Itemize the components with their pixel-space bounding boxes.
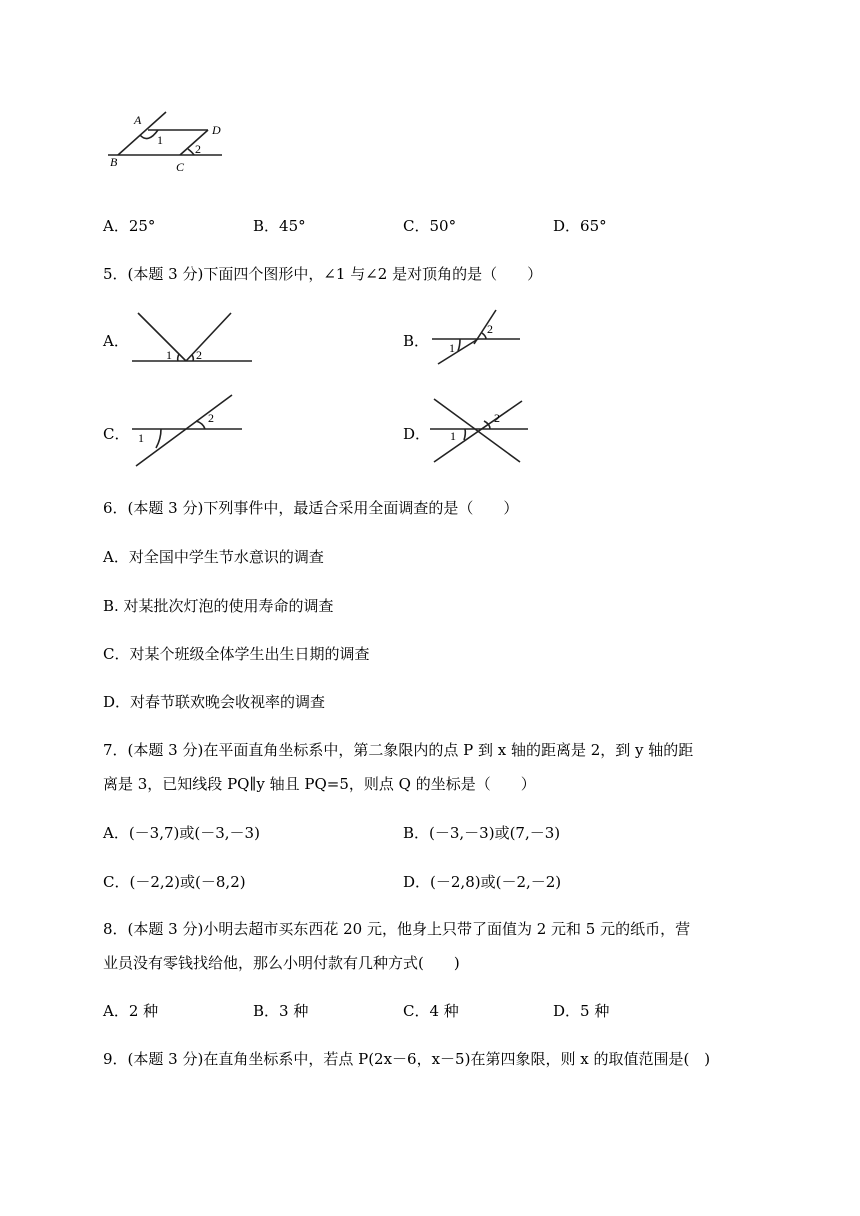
q4-label-a: A <box>134 113 142 127</box>
q5a-label-1: 1 <box>166 348 172 362</box>
q4-label-1: 1 <box>157 133 163 147</box>
q4-option-d[interactable]: D．65° <box>553 217 607 235</box>
q4-label-2: 2 <box>195 142 201 156</box>
q5-option-a-letter[interactable]: A． <box>103 332 129 350</box>
q8-option-d[interactable]: D．5 种 <box>553 1002 610 1020</box>
q6-option-d[interactable]: D．对春节联欢晚会收视率的调查 <box>103 693 326 711</box>
q5d-label-1: 1 <box>450 429 456 443</box>
q4-label-b: B <box>110 155 118 169</box>
q5a-right-ray <box>186 313 231 361</box>
q5-figure-a[interactable] <box>128 310 258 366</box>
q4-figure <box>104 108 234 178</box>
q4-option-c[interactable]: C．50° <box>403 217 457 235</box>
q5b-label-1: 1 <box>449 341 455 355</box>
q5b-arc-2 <box>482 333 486 339</box>
q4-line-cd <box>180 130 208 155</box>
q4-label-c: C <box>176 160 185 174</box>
q7-stem-line-2: 离是 3，已知线段 PQ∥y 轴且 PQ=5，则点 Q 的坐标是（ ） <box>103 775 536 793</box>
q4-angle-2-arc <box>188 149 194 155</box>
q5c-arc-1 <box>156 429 161 448</box>
q5-stem: 5．(本题 3 分)下面四个图形中，∠1 与∠2 是对顶角的是（ ） <box>103 265 543 283</box>
q5-option-c-letter[interactable]: C． <box>103 425 130 443</box>
q5c-label-1: 1 <box>138 431 144 445</box>
q7-option-a[interactable]: A．(－3,7)或(－3,－3) <box>103 824 260 842</box>
q7-stem-line-1: 7．(本题 3 分)在平面直角坐标系中，第二象限内的点 P 到 x 轴的距离是 2，到 y 轴的距 <box>103 741 694 759</box>
q4-option-b[interactable]: B．45° <box>253 217 306 235</box>
q5b-arc-1 <box>458 339 460 351</box>
q5-figure-d[interactable] <box>428 396 532 466</box>
q5a-left-ray <box>138 313 186 361</box>
q8-stem-line-2: 业员没有零钱找给他，那么小明付款有几种方式( ) <box>103 954 460 972</box>
q7-option-d[interactable]: D．(－2,8)或(－2,－2) <box>403 873 562 891</box>
q5a-arc-2 <box>192 355 193 361</box>
q8-option-a[interactable]: A．2 种 <box>103 1002 159 1020</box>
q5c-arc-2 <box>196 421 205 429</box>
q7-option-b[interactable]: B．(－3,－3)或(7,－3) <box>403 824 561 842</box>
q6-option-a[interactable]: A．对全国中学生节水意识的调查 <box>103 548 324 566</box>
q4-label-d: D <box>212 123 221 137</box>
q5c-slant-line <box>136 395 232 466</box>
q8-option-c[interactable]: C．4 种 <box>403 1002 459 1020</box>
q4-option-a[interactable]: A．25° <box>103 217 156 235</box>
q6-option-b[interactable]: B. 对某批次灯泡的使用寿命的调查 <box>103 597 334 615</box>
q8-option-b[interactable]: B．3 种 <box>253 1002 309 1020</box>
q5d-label-2: 2 <box>494 411 500 425</box>
q4-angle-1-arc <box>140 130 158 139</box>
q5-figure-c[interactable] <box>128 393 248 469</box>
q5b-slant-line-low <box>438 339 478 364</box>
q5-option-d-letter[interactable]: D． <box>403 425 431 443</box>
q5a-arc-1 <box>178 354 179 361</box>
q6-stem: 6．(本题 3 分)下列事件中，最适合采用全面调查的是（ ） <box>103 499 519 517</box>
q8-stem-line-1: 8．(本题 3 分)小明去超市买东西花 20 元，他身上只带了面值为 2 元和 5 元的纸币，营 <box>103 920 691 938</box>
q5a-label-2: 2 <box>196 348 202 362</box>
q5c-label-2: 2 <box>208 411 214 425</box>
q7-option-c[interactable]: C．(－2,2)或(－8,2) <box>103 873 246 891</box>
q5b-label-2: 2 <box>487 322 493 336</box>
q5-figure-b[interactable] <box>428 308 528 368</box>
q5d-arc-1 <box>464 429 465 440</box>
q5-option-b-letter[interactable]: B． <box>403 332 430 350</box>
q6-option-c[interactable]: C．对某个班级全体学生出生日期的调查 <box>103 645 370 663</box>
q9-stem: 9．(本题 3 分)在直角坐标系中，若点 P(2x－6，x－5)在第四象限，则 x 的取值范围是( ) <box>103 1050 711 1068</box>
